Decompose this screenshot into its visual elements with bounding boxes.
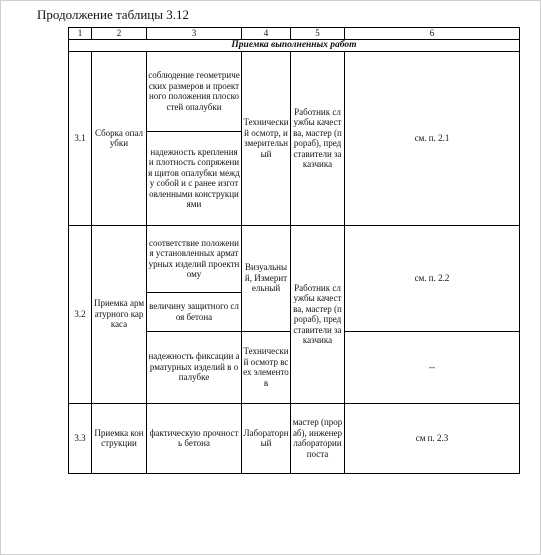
- row-number: 3.1: [69, 51, 92, 225]
- table-row: [69, 51, 520, 131]
- column-number: 5: [291, 28, 345, 40]
- controller-cell: мастер (прораб), инженер лаборатории поста: [291, 403, 345, 473]
- requirement-cell: соответствие положения установленных арматурных изделий проектному: [147, 225, 242, 292]
- column-number: 2: [92, 28, 147, 40]
- section-row: [69, 39, 520, 51]
- table-caption: Продолжение таблицы 3.12: [37, 7, 189, 22]
- operation-name: Сборка опалубки: [92, 51, 147, 225]
- requirement-cell: соблюдение геометрических размеров и проектного положения плоскостей опалубки: [147, 51, 242, 131]
- column-number: 6: [345, 28, 520, 40]
- reference-cell: --: [345, 331, 520, 403]
- column-number-row: [69, 28, 520, 40]
- controller-cell: Работник службы качества, мастер (прораб), представители заказчика: [291, 225, 345, 403]
- reference-cell: см. п. 2.1: [345, 51, 520, 225]
- row-number: 3.3: [69, 403, 92, 473]
- column-number: 3: [147, 28, 242, 40]
- requirement-cell: надежность крепления и плотность сопряжения щитов опалубки между собой и с ранее изготовленными конструкциями: [147, 131, 242, 225]
- reference-cell: см п. 2.3: [345, 403, 520, 473]
- requirement-cell: надежность фиксации арматурных изделий в опалубке: [147, 331, 242, 403]
- column-number: 4: [242, 28, 291, 40]
- table-row: [69, 403, 520, 473]
- requirement-cell: величину защитного слоя бетона: [147, 292, 242, 331]
- requirement-cell: фактическую прочность бетона: [147, 403, 242, 473]
- operation-name: Приемка арматурного каркаса: [92, 225, 147, 403]
- control-method: Технический осмотр, измерительный: [242, 51, 291, 225]
- controller-cell: Работник службы качества, мастер (прораб), представители заказчика: [291, 51, 345, 225]
- requirements-table: [68, 27, 520, 474]
- column-number: 1: [69, 28, 92, 40]
- operation-name: Приемка конструкции: [92, 403, 147, 473]
- row-number: 3.2: [69, 225, 92, 403]
- control-method: Лабораторный: [242, 403, 291, 473]
- control-method: Визуальный, Измерительный: [242, 225, 291, 331]
- table-row: [69, 225, 520, 292]
- control-method: Технический осмотр всех элементов: [242, 331, 291, 403]
- reference-cell: см. п. 2.2: [345, 225, 520, 331]
- section-title: Приемка выполненных работ: [69, 39, 520, 51]
